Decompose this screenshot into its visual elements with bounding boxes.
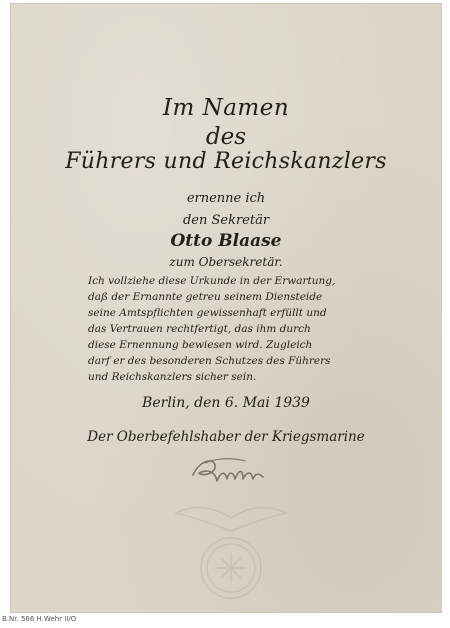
body-line: Ich vollziehe diese Urkunde in der Erwartung,: [88, 275, 336, 287]
heading-line-2: des: [205, 124, 247, 150]
body-paragraph: [88, 273, 364, 385]
body-line: diese Ernennung bewiesen wird. Zugleich: [88, 339, 313, 351]
certificate-sheet: [10, 3, 442, 613]
embossed-seal-icon: [166, 473, 296, 613]
body-line: das Vertrauen rechtfertigt, das ihm durch: [88, 323, 311, 335]
body-line: darf er des besonderen Schutzes des Führers: [88, 355, 331, 367]
place-date: Berlin, den 6. Mai 1939: [142, 395, 310, 411]
body-line: und Reichskanzlers sicher sein.: [88, 371, 257, 383]
heading-line-3: Führers und Reichskanzlers: [65, 149, 387, 174]
archive-reference: B.Nr. 566 H.Wehr II/O: [2, 615, 77, 623]
appoints-text: ernenne ich: [186, 191, 266, 206]
appointee-name: Otto Blaase: [170, 231, 282, 251]
signer-title: Der Oberbefehlshaber der Kriegsmarine: [87, 429, 365, 445]
current-title: den Sekretär: [182, 213, 270, 228]
body-line: seine Amtspflichten gewissenhaft erfüllt und: [88, 307, 327, 319]
body-line: daß der Ernannte getreu seinem Diensteide: [88, 291, 323, 303]
heading-line-1: Im Namen: [162, 95, 290, 121]
new-title: zum Obersekretär.: [169, 255, 283, 269]
